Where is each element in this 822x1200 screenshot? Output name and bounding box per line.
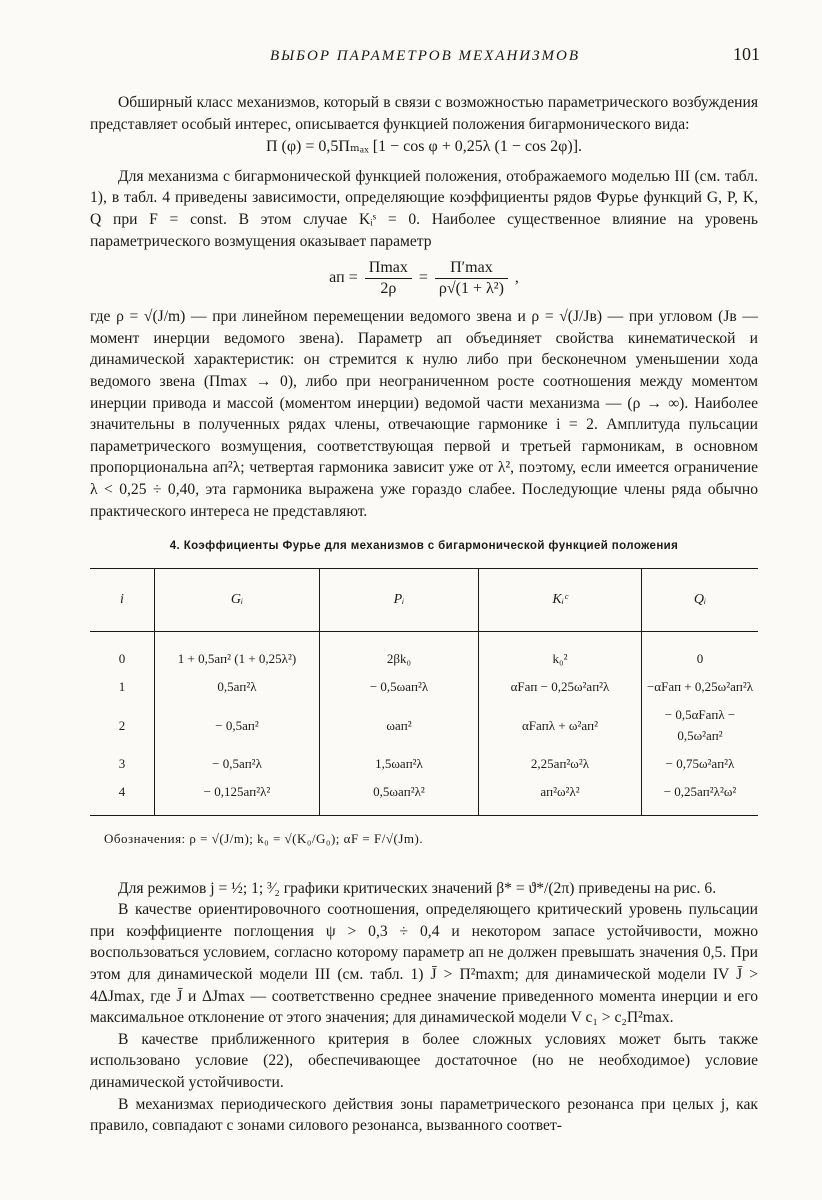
paragraph-periodic-mechanisms: В механизмах периодического действия зоны параметрического резонанса при целых j, как правило, совпадают с зонами силового резонанса, вызванного соответ- [90, 1095, 758, 1135]
table-cell: − 0,5αFaпλ − 0,5ω²aп² [642, 703, 759, 748]
table-cell: ωaп² [320, 703, 479, 748]
table-cell: 4 [118, 784, 126, 800]
column-header-k: Kᵢᶜ [479, 568, 642, 631]
column-header-g: Gᵢ [155, 568, 320, 631]
fraction-1-numerator: Πmax [365, 258, 412, 279]
table-cell: 0 [642, 631, 759, 670]
table-cell: − 0,125aп²λ² [155, 780, 320, 815]
paragraph-pulsation-criterion: В качестве ориентировочного соотношения, определяющего критический уровень пульсации при коэффициенте поглощения ψ > 0,3 ÷ 0,4 и некотором запасе устойчивости, можно воспользоваться условием, согласно которому параметр aп не должен превышать значения 0,5. При этом для динамической модели III (см. табл. 1) J̄ > Π²maxm; для динамической модели IV J̄ > 4ΔJmax, где J̄ и ΔJmax — соответственно среднее значение приведенного момента инерции и его максимальное отклонение от этого значения; для динамической модели V c₁ > c₂Π²max. [90, 901, 758, 1027]
table-cell: 2,25aп²ω²λ [479, 748, 642, 781]
table-cell: k₀² [479, 631, 642, 670]
fraction-1 [365, 258, 412, 299]
paragraph-fourier-coefficients: Для механизма с бигармонической функцией положения, отображаемого моделью III (см. табл. 1), в табл. 4 приведены зависимости, определяющие коэффициенты рядов Фурье функций G, P, K, Q при F = const. В этом случае Kᵢˢ = 0. Наиболее существенное влияние на уровень параметрического возмущения оказывает параметр [90, 167, 758, 250]
table-cell: 0 [118, 650, 126, 666]
page-header [90, 42, 760, 70]
table-cell: − 0,5aп²λ [155, 748, 320, 781]
table-cell: − 0,25aп²λ²ω² [642, 780, 759, 815]
paragraph-approximate-criterion: В качестве приближенного критерия в более сложных условиях может быть также использовано условие (22), обеспечивающее достаточное (но не необходимое) условие динамической устойчивости. [90, 1030, 758, 1091]
fraction-1-denominator: 2ρ [380, 280, 397, 298]
paragraph-parameter-explanation: где ρ = √(J/m) — при линейном перемещении ведомого звена и ρ = √(J/Jв) — при угловом (Jв — момент инерции ведомого звена). Параметр aп объединяет свойства кинематической и динамической характеристик: он стремится к нулю либо при бесконечном уменьшении хода ведомого звена (Πmax → 0), либо при неограниченном росте соотношения между моментом инерции привода и массой (моментом инерции) ведомой части механизма — (ρ → ∞). Наиболее значительны в полученных рядах члены, отвечающие гармонике i = 2. Амплитуда пульсации параметрического возмущения, соответствующая первой и третьей гармоникам, в основном пропорциональна aп²λ; четвертая гармоника зависит уже от λ², поэтому, если имеется ограничение λ < 0,25 ÷ 0,40, эта гармоника выражена уже гораздо слабее. Последующие члены ряда обычно практического интереса не представляют. [90, 308, 758, 520]
fraction-2-numerator: Π′max [435, 258, 508, 279]
table-cell: − 0,5ωaп²λ [320, 670, 479, 703]
page-number: 101 [733, 44, 760, 64]
table-row [90, 670, 758, 703]
table-cell: 1 [118, 678, 126, 694]
table-row [90, 748, 758, 781]
running-title: ВЫБОР ПАРАМЕТРОВ МЕХАНИЗМОВ [269, 48, 581, 64]
table-cell: 2βk₀ [320, 631, 479, 670]
table-cell: 0,5ωaп²λ² [320, 780, 479, 815]
table-cell: − 0,5aп² [155, 703, 320, 748]
table-cell: aп²ω²λ² [479, 780, 642, 815]
intro-paragraph: Обширный класс механизмов, который в связи с возможностью параметрического возбуждения представляет особый интерес, описывается функцией положения бигармонического вида: [90, 94, 758, 133]
table-cell: −αFaп + 0,25ω²aп²λ [642, 670, 759, 703]
formula-tail: , [514, 269, 519, 287]
table-caption: 4. Коэффициенты Фурье для механизмов с бигармонической функцией положения [169, 540, 679, 553]
table-cell: 1,5ωaп²λ [320, 748, 479, 781]
table-row [90, 703, 758, 748]
column-header-q: Qᵢ [642, 568, 759, 631]
table-cell: αFaп − 0,25ω²aп²λ [479, 670, 642, 703]
table-cell: αFaпλ + ω²aп² [479, 703, 642, 748]
table-cell: 0,5aп²λ [155, 670, 320, 703]
table-cell: 3 [118, 756, 126, 772]
fraction-2 [435, 258, 508, 299]
column-header-p: Pᵢ [320, 568, 479, 631]
table-row [90, 631, 758, 670]
parameter-a-formula [90, 258, 758, 302]
formula-lhs: aп = [329, 269, 358, 287]
table-cell: − 0,75ω²aп²λ [642, 748, 759, 781]
table-header-row [90, 568, 758, 631]
table-cell: 1 + 0,5aп² (1 + 0,25λ²) [155, 631, 320, 670]
formula-equals: = [418, 269, 428, 287]
table-row [90, 780, 758, 815]
paragraph-critical-values: Для режимов j = ½; 1; ³⁄₂ графики критических значений β* = ϑ*/(2π) приведены на рис. 6. [118, 879, 717, 897]
page-body [90, 92, 758, 1137]
column-header-i: i [120, 591, 124, 607]
fraction-2-denominator: ρ√(1 + λ²) [438, 280, 504, 298]
table-legend: Обозначения: ρ = √(J/m); k₀ = √(K₀/G₀); αF = F/√(Jm). [104, 831, 424, 847]
fourier-coefficients-table [90, 568, 758, 816]
table-cell: 2 [118, 717, 126, 733]
position-function-formula: Π (φ) = 0,5Πₘₐₓ [1 − cos φ + 0,25λ (1 − cos 2φ)]. [265, 138, 583, 156]
